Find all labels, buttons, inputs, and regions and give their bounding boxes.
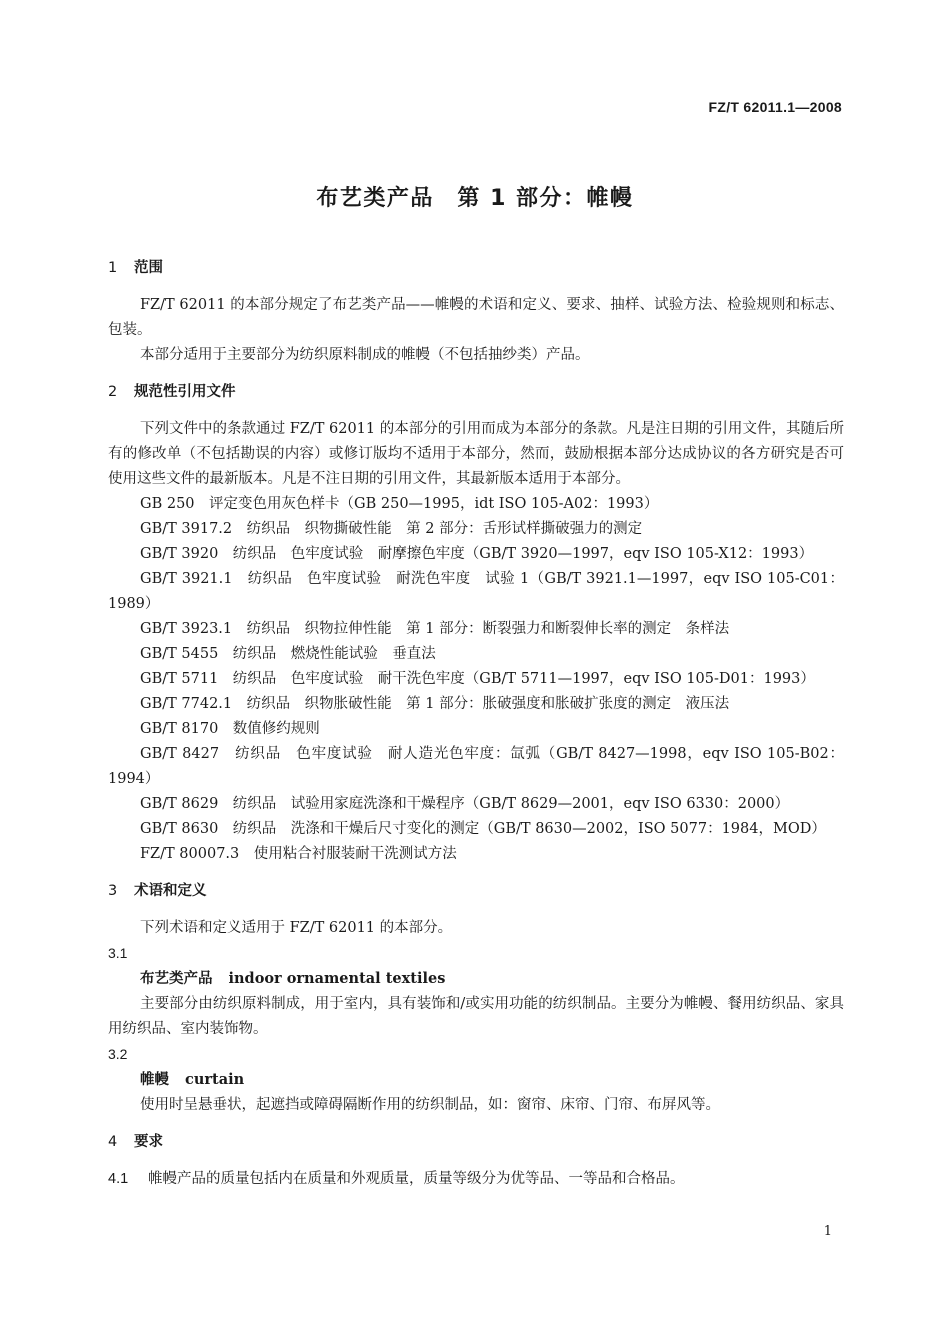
page-number: 1 <box>823 1224 832 1239</box>
section-number: 1 <box>108 260 118 276</box>
reference-item: GB/T 3920 纺织品 色牢度试验 耐摩擦色牢度（GB/T 3920—1997，eqv ISO 105-X12：1993） <box>140 546 814 562</box>
reference-item: GB/T 5455 纺织品 燃烧性能试验 垂直法 <box>140 646 436 662</box>
reference-item: GB/T 3921.1 纺织品 色牢度试验 耐洗色牢度 试验 1（GB/T 3921.1—1997，eqv ISO 105-C01：1989） <box>108 571 844 612</box>
term-zh: 帷幔 <box>140 1072 169 1088</box>
term-definition: 主要部分由纺织原料制成，用于室内，具有装饰和/或实用功能的纺织制品。主要分为帷幔、餐用纺织品、家具用纺织品、室内装饰物。 <box>108 996 844 1037</box>
clause-text: 帷幔产品的质量包括内在质量和外观质量，质量等级分为优等品、一等品和合格品。 <box>148 1171 685 1187</box>
section-heading-requirements <box>108 1130 844 1155</box>
section-title: 术语和定义 <box>134 883 207 899</box>
term-zh: 布艺类产品 <box>140 971 213 987</box>
document-title: 布艺类产品 第 1 部分：帷幔 <box>316 186 634 211</box>
section-number: 3 <box>108 883 118 899</box>
reference-item: GB/T 5711 纺织品 色牢度试验 耐干洗色牢度（GB/T 5711—1997，eqv ISO 105-D01：1993） <box>140 671 815 687</box>
section-heading-normative-references <box>108 380 844 405</box>
term-number: 3.2 <box>108 1046 128 1062</box>
section-title: 范围 <box>134 260 163 276</box>
reference-item: GB/T 8427 纺织品 色牢度试验 耐人造光色牢度：氙弧（GB/T 8427—1998，eqv ISO 105-B02：1994） <box>108 746 844 787</box>
paragraph: 下列术语和定义适用于 FZ/T 62011 的本部分。 <box>140 920 453 936</box>
term-en: curtain <box>185 1071 245 1088</box>
section-number: 2 <box>108 384 118 400</box>
reference-item: GB/T 3917.2 纺织品 织物撕破性能 第 2 部分：舌形试样撕破强力的测定 <box>140 521 643 537</box>
section-heading-scope <box>108 256 844 281</box>
term-number: 3.1 <box>108 945 128 961</box>
document-body <box>108 256 844 1192</box>
term-definition: 使用时呈悬垂状，起遮挡或障碍隔断作用的纺织制品，如：窗帘、床帘、门帘、布屏风等。 <box>140 1097 720 1113</box>
reference-item: GB/T 8629 纺织品 试验用家庭洗涤和干燥程序（GB/T 8629—2001，eqv ISO 6330：2000） <box>140 796 790 812</box>
section-title: 要求 <box>134 1134 163 1150</box>
paragraph: 下列文件中的条款通过 FZ/T 62011 的本部分的引用而成为本部分的条款。凡是注日期的引用文件，其随后所有的修改单（不包括勘误的内容）或修订版均不适用于本部分，然而，鼓励根据本部分达成协议的各方研究是否可使用这些文件的最新版本。凡是不注日期的引用文件，其最新版本适用于本部分。 <box>108 421 844 487</box>
clause <box>108 1167 844 1192</box>
paragraph: 本部分适用于主要部分为纺织原料制成的帷幔（不包括抽纱类）产品。 <box>140 347 590 363</box>
term-en: indoor ornamental textiles <box>228 970 446 987</box>
reference-item: FZ/T 80007.3 使用粘合衬服装耐干洗测试方法 <box>140 846 457 862</box>
clause-number: 4.1 <box>108 1171 129 1187</box>
reference-item: GB 250 评定变色用灰色样卡（GB 250—1995，idt ISO 105-A02：1993） <box>140 496 659 512</box>
section-number: 4 <box>108 1134 118 1150</box>
reference-item: GB/T 7742.1 纺织品 织物胀破性能 第 1 部分：胀破强度和胀破扩张度的测定 液压法 <box>140 696 730 712</box>
standard-code: FZ/T 62011.1—2008 <box>708 99 842 115</box>
term-name <box>108 1067 844 1093</box>
section-title: 规范性引用文件 <box>134 384 236 400</box>
reference-item: GB/T 8630 纺织品 洗涤和干燥后尺寸变化的测定（GB/T 8630—2002，ISO 5077：1984，MOD） <box>140 821 826 837</box>
section-heading-terms <box>108 879 844 904</box>
reference-item: GB/T 8170 数值修约规则 <box>140 721 320 737</box>
reference-item: GB/T 3923.1 纺织品 织物拉伸性能 第 1 部分：断裂强力和断裂伸长率的测定 条样法 <box>140 621 730 637</box>
paragraph: FZ/T 62011 的本部分规定了布艺类产品——帷幔的术语和定义、要求、抽样、试验方法、检验规则和标志、包装。 <box>108 297 844 338</box>
term-name <box>108 966 844 992</box>
